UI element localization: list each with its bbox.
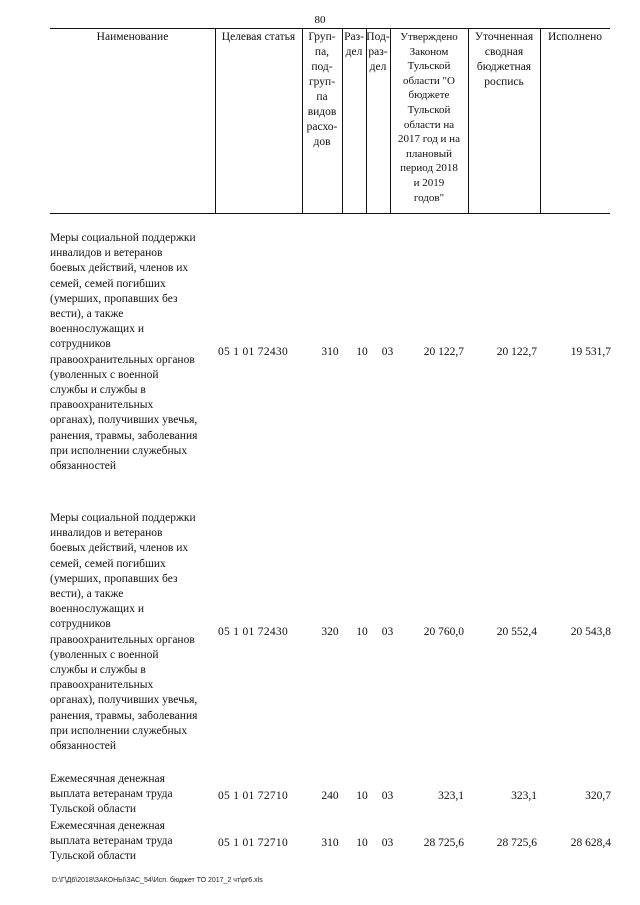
row-executed: 28 628,4 <box>570 837 611 849</box>
row-code: 05 1 01 72710 <box>218 837 289 849</box>
row-refined: 20 552,4 <box>496 626 537 638</box>
header-expense-group: Груп- па, под- груп- па видов расхо- дов <box>306 31 338 148</box>
row-executed: 20 543,8 <box>570 626 611 638</box>
row-approved: 323,1 <box>438 790 464 802</box>
header-approved: Утверждено Законом Тульской области "О бюджете Тульской области на 2017 год и на плановый период 2018 и 2019 годов" <box>398 31 460 204</box>
row-approved: 20 122,7 <box>423 346 464 358</box>
page-number: 80 <box>314 14 326 26</box>
row-approved: 20 760,0 <box>423 626 464 638</box>
row-subsection: 03 <box>381 790 394 802</box>
row-name: Меры социальной поддержки инвалидов и ветеранов боевых действий, членов их семей, семей погибших (умерших, пропавших без вести), а также военнослужащих и сотрудников правоохранительных органов (уволенных с военной службы и службы в правоохранительных органах), получивших увечья, ранения, травмы, заболевания при исполнении служебных обязанностей <box>50 512 198 753</box>
row-subsection: 03 <box>381 626 394 638</box>
header-executed: Исполнено <box>547 31 603 43</box>
row-section: 10 <box>356 837 368 849</box>
row-approved: 28 725,6 <box>423 837 464 849</box>
table-header <box>50 28 610 214</box>
row-name: Ежемесячная денежная выплата ветеранам труда Тульской области <box>50 773 173 816</box>
file-path-footer: D:\Г\Д6\2018\ЗАКОНЫ\ЗАС_54\Исп. бюджет ТО 2017_2 чт\pr6.xls <box>52 877 263 884</box>
header-target-article: Целевая статья <box>221 31 296 43</box>
header-section: Раз- дел <box>344 31 364 58</box>
row-group: 310 <box>321 346 339 358</box>
row-code: 05 1 01 72430 <box>218 346 289 358</box>
row-code: 05 1 01 72710 <box>218 790 289 802</box>
row-section: 10 <box>356 790 368 802</box>
row-refined: 28 725,6 <box>496 837 537 849</box>
row-refined: 20 122,7 <box>496 346 537 358</box>
row-group: 320 <box>321 626 339 638</box>
row-code: 05 1 01 72430 <box>218 626 289 638</box>
row-group: 310 <box>321 837 339 849</box>
row-refined: 323,1 <box>511 790 537 802</box>
row-executed: 19 531,7 <box>570 346 611 358</box>
row-subsection: 03 <box>381 837 394 849</box>
row-section: 10 <box>356 626 368 638</box>
header-subsection: Под- раз- дел <box>366 31 390 73</box>
header-name: Наименование <box>96 31 169 43</box>
row-subsection: 03 <box>381 346 394 358</box>
row-executed: 320,7 <box>585 790 611 802</box>
row-section: 10 <box>356 346 368 358</box>
row-name: Меры социальной поддержки инвалидов и ветеранов боевых действий, членов их семей, семей погибших (умерших, пропавших без вести), а также военнослужащих и сотрудников правоохранительных органов (уволенных с военной службы и службы в правоохранительных органах), получивших увечья, ранения, травмы, заболевания при исполнении служебных обязанностей <box>50 232 198 473</box>
header-refined: Уточненная сводная бюджетная роспись <box>474 31 534 88</box>
row-name: Ежемесячная денежная выплата ветеранам труда Тульской области <box>50 820 173 863</box>
row-group: 240 <box>321 790 339 802</box>
